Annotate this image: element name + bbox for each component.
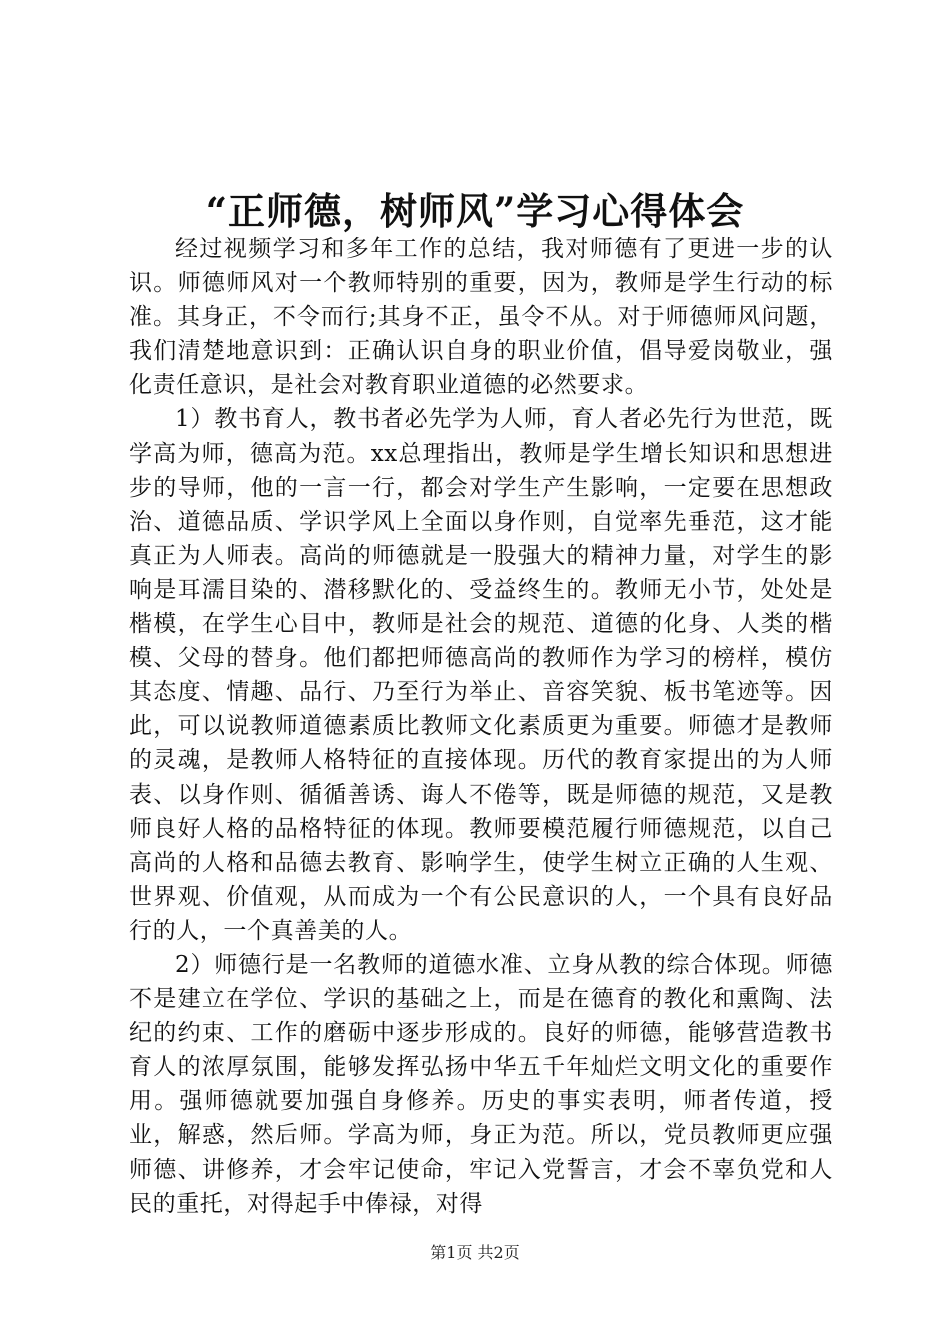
paragraph-point-2: 2）师德行是一名教师的道德水准、立身从教的综合体现。师德不是建立在学位、学识的基础之上，而是在德育的教化和熏陶、法纪的约束、工作的磨砺中逐步形成的。良好的师德，能够营造教书育人的浓厚氛围，能够发挥弘扬中华五千年灿烂文明文化的重要作用。强师德就要加强自身修养。历史的事实表明，师者传道，授业，解惑，然后师。学高为师，身正为范。所以，党员教师更应强师德、讲修养，才会牢记使命，牢记入党誓言，才会不辜负党和人民的重托，对得起手中俸禄，对得 bbox=[129, 951, 833, 1217]
document-title: “正师德，树师风”学习心得体会 bbox=[205, 189, 745, 233]
paragraph-intro: 经过视频学习和多年工作的总结，我对师德有了更进一步的认识。师德师风对一个教师特别的重要，因为，教师是学生行动的标准。其身正，不令而行;其身不正，虽令不从。对于师德师风问题，我们清楚地意识到：正确认识自身的职业价值，倡导爱岗敬业，强化责任意识，是社会对教育职业道德的必然要求。 bbox=[129, 236, 833, 399]
page-number-footer: 第1页 共2页 bbox=[430, 1243, 520, 1262]
document-body bbox=[129, 232, 833, 1221]
paragraph-point-1: 1）教书育人，教书者必先学为人师，育人者必先行为世范，既学高为师，德高为范。xx总理指出，教师是学生增长知识和思想进步的导师，他的一言一行，都会对学生产生影响，一定要在思想政治、道德品质、学识学风上全面以身作则，自觉率先垂范，这才能真正为人师表。高尚的师德就是一股强大的精神力量，对学生的影响是耳濡目染的、潜移默化的、受益终生的。教师无小节，处处是楷模，在学生心目中，教师是社会的规范、道德的化身、人类的楷模、父母的替身。他们都把师德高尚的教师作为学习的榜样，模仿其态度、情趣、品行、乃至行为举止、音容笑貌、板书笔迹等。因此，可以说教师道德素质比教师文化素质更为重要。师德才是教师的灵魂，是教师人格特征的直接体现。历代的教育家提出的为人师表、以身作则、循循善诱、诲人不倦等，既是师德的规范，又是教师良好人格的品格特征的体现。教师要模范履行师德规范，以自己高尚的人格和品德去教育、影响学生，使学生树立正确的人生观、世界观、价值观，从而成为一个有公民意识的人，一个具有良好品行的人，一个真善美的人。 bbox=[129, 406, 833, 944]
